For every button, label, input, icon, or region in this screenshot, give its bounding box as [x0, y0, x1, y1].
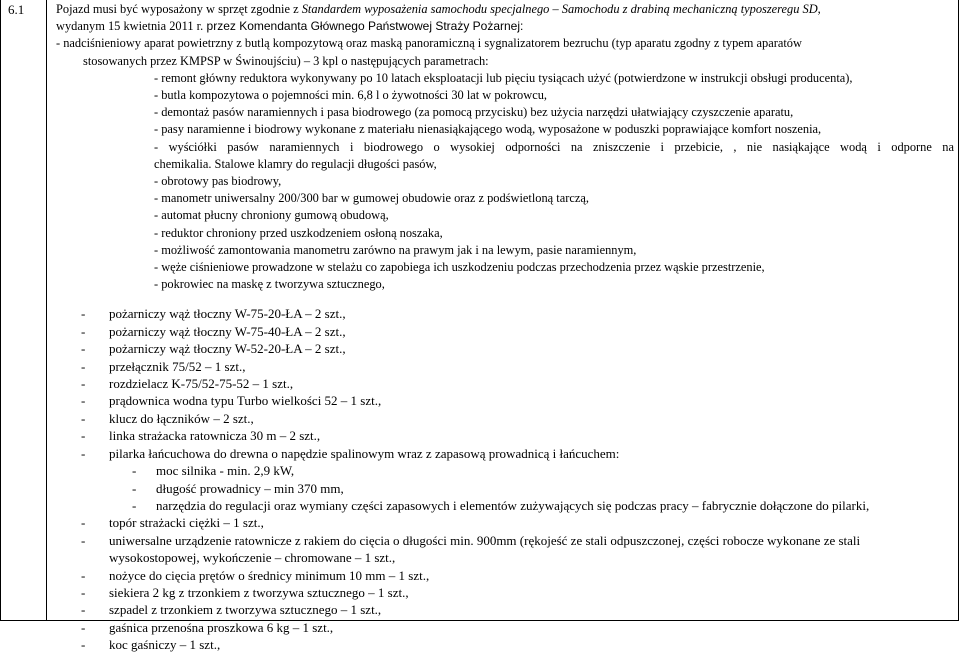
equipment-item: - koc gaśniczy – 1 szt.,: [81, 637, 221, 653]
param-item: - możliwość zamontowania manometru zarówno na prawym jak i na lewym, pasie naramiennym,: [154, 242, 637, 257]
param-item: chemikalia. Stalowe klamry do regulacji długości pasów,: [154, 156, 437, 171]
apparatus-line-1: - nadciśnieniowy aparat powietrzny z butlą kompozytową oraz maską panoramiczną i sygnalizatorem bezruchu (typ aparatu zgodny z typem aparatów: [56, 36, 802, 51]
equipment-item: - przełącznik 75/52 – 1 szt.,: [81, 358, 246, 374]
equipment-item: - klucz do łączników – 2 szt.,: [81, 410, 254, 426]
equipment-item-continuation: wysokostopowej, wykończenie – chromowane – 1 szt.,: [109, 550, 396, 566]
param-item: - obrotowy pas biodrowy,: [154, 174, 282, 189]
param-item: - automat płucny chroniony gumową obudową,: [154, 208, 389, 223]
equipment-item: - pożarniczy wąż tłoczny W-75-20-ŁA – 2 szt.,: [81, 306, 346, 322]
intro-line-2: wydanym 15 kwietnia 2011 r. przez Komendanta Głównego Państwowej Straży Pożarnej:: [56, 19, 524, 34]
apparatus-line-2: stosowanych przez KMPSP w Świnoujściu) – 3 kpl o następujących parametrach:: [83, 53, 489, 68]
equipment-item: - topór strażacki ciężki – 1 szt.,: [81, 515, 264, 531]
equipment-item: - rozdzielacz K-75/52-75-52 – 1 szt.,: [81, 376, 294, 392]
param-item: - pokrowiec na maskę z tworzywa sztucznego,: [154, 277, 385, 292]
equipment-item: - pilarka łańcuchowa do drewna o napędzie spalinowym wraz z zapasową prowadnicą i łańcuchem:: [81, 445, 620, 461]
table-column-divider: [46, 0, 47, 621]
row-content: [56, 1, 954, 654]
param-item: - wyściółki pasów naramiennych i biodrowego o wysokiej odporności na zniszczenie i przebicie, , nie nasiąkające wodą i odporne na: [154, 139, 954, 154]
row-number: 6.1: [8, 2, 25, 17]
equipment-item: - pożarniczy wąż tłoczny W-75-40-ŁA – 2 szt.,: [81, 323, 346, 339]
param-item: - remont główny reduktora wykonywany po 10 latach eksploatacji lub pięciu tysiącach użyć (potwierdzone w instrukcji obsługi producenta),: [154, 70, 853, 85]
param-item: - manometr uniwersalny 200/300 bar w gumowej obudowie oraz z podświetloną tarczą,: [154, 191, 589, 206]
equipment-item: - nożyce do cięcia prętów o średnicy minimum 10 mm – 1 szt.,: [81, 567, 430, 583]
param-item: - reduktor chroniony przed uszkodzeniem osłoną noszaka,: [154, 225, 443, 240]
intro-line-1: Pojazd musi być wyposażony w sprzęt zgodnie z Standardem wyposażenia samochodu specjalnego – Samochodu z drabiną mechaniczną typoszeregu SD,: [56, 2, 821, 16]
saw-param: - długość prowadnicy – min 370 mm,: [132, 480, 344, 496]
equipment-item: - gaśnica przenośna proszkowa 6 kg – 1 szt.,: [81, 619, 334, 635]
standard-title: Standardem wyposażenia samochodu specjalnego – Samochodu z drabiną mechaniczną typoszeregu SD,: [298, 2, 821, 16]
param-item: - węże ciśnieniowe prowadzone w stelażu co zapobiega ich uszkodzeniu podczas przechodzenia przez wąskie przestrzenie,: [154, 260, 765, 275]
param-item: - demontaż pasów naramiennych i pasa biodrowego (za pomocą przycisku) bez użycia narzędzi ułatwiający czyszczenie aparatu,: [154, 105, 794, 120]
section-gap: [56, 293, 954, 305]
param-item: - pasy naramienne i biodrowy wykonane z materiału nienasiąkającego wodą, wyposażone w poduszki poprawiające komfort noszenia,: [154, 122, 822, 137]
equipment-item: - szpadel z trzonkiem z tworzywa sztucznego – 1 szt.,: [81, 602, 382, 618]
equipment-item: - pożarniczy wąż tłoczny W-52-20-ŁA – 2 szt.,: [81, 341, 346, 357]
equipment-item: - linka strażacka ratownicza 30 m – 2 szt.,: [81, 428, 321, 444]
saw-param: - narzędzia do regulacji oraz wymiany części zapasowych i elementów zużywających się podczas pracy – fabrycznie dołączone do pilarki,: [132, 497, 870, 513]
saw-param: - moc silnika - min. 2,9 kW,: [132, 463, 295, 479]
equipment-item: - siekiera 2 kg z trzonkiem z tworzywa sztucznego – 1 szt.,: [81, 584, 409, 600]
param-item: - butla kompozytowa o pojemności min. 6,8 l o żywotności 30 lat w pokrowcu,: [154, 88, 547, 103]
table-border-left: [0, 0, 1, 621]
equipment-item: - uniwersalne urządzenie ratownicze z rakiem do cięcia o długości min. 900mm (rękojeść ze stali odpuszczonej, części robocze wykonane ze stali: [81, 532, 861, 548]
equipment-list: [56, 305, 954, 653]
equipment-item: - prądownica wodna typu Turbo wielkości 52 – 1 szt.,: [81, 393, 382, 409]
